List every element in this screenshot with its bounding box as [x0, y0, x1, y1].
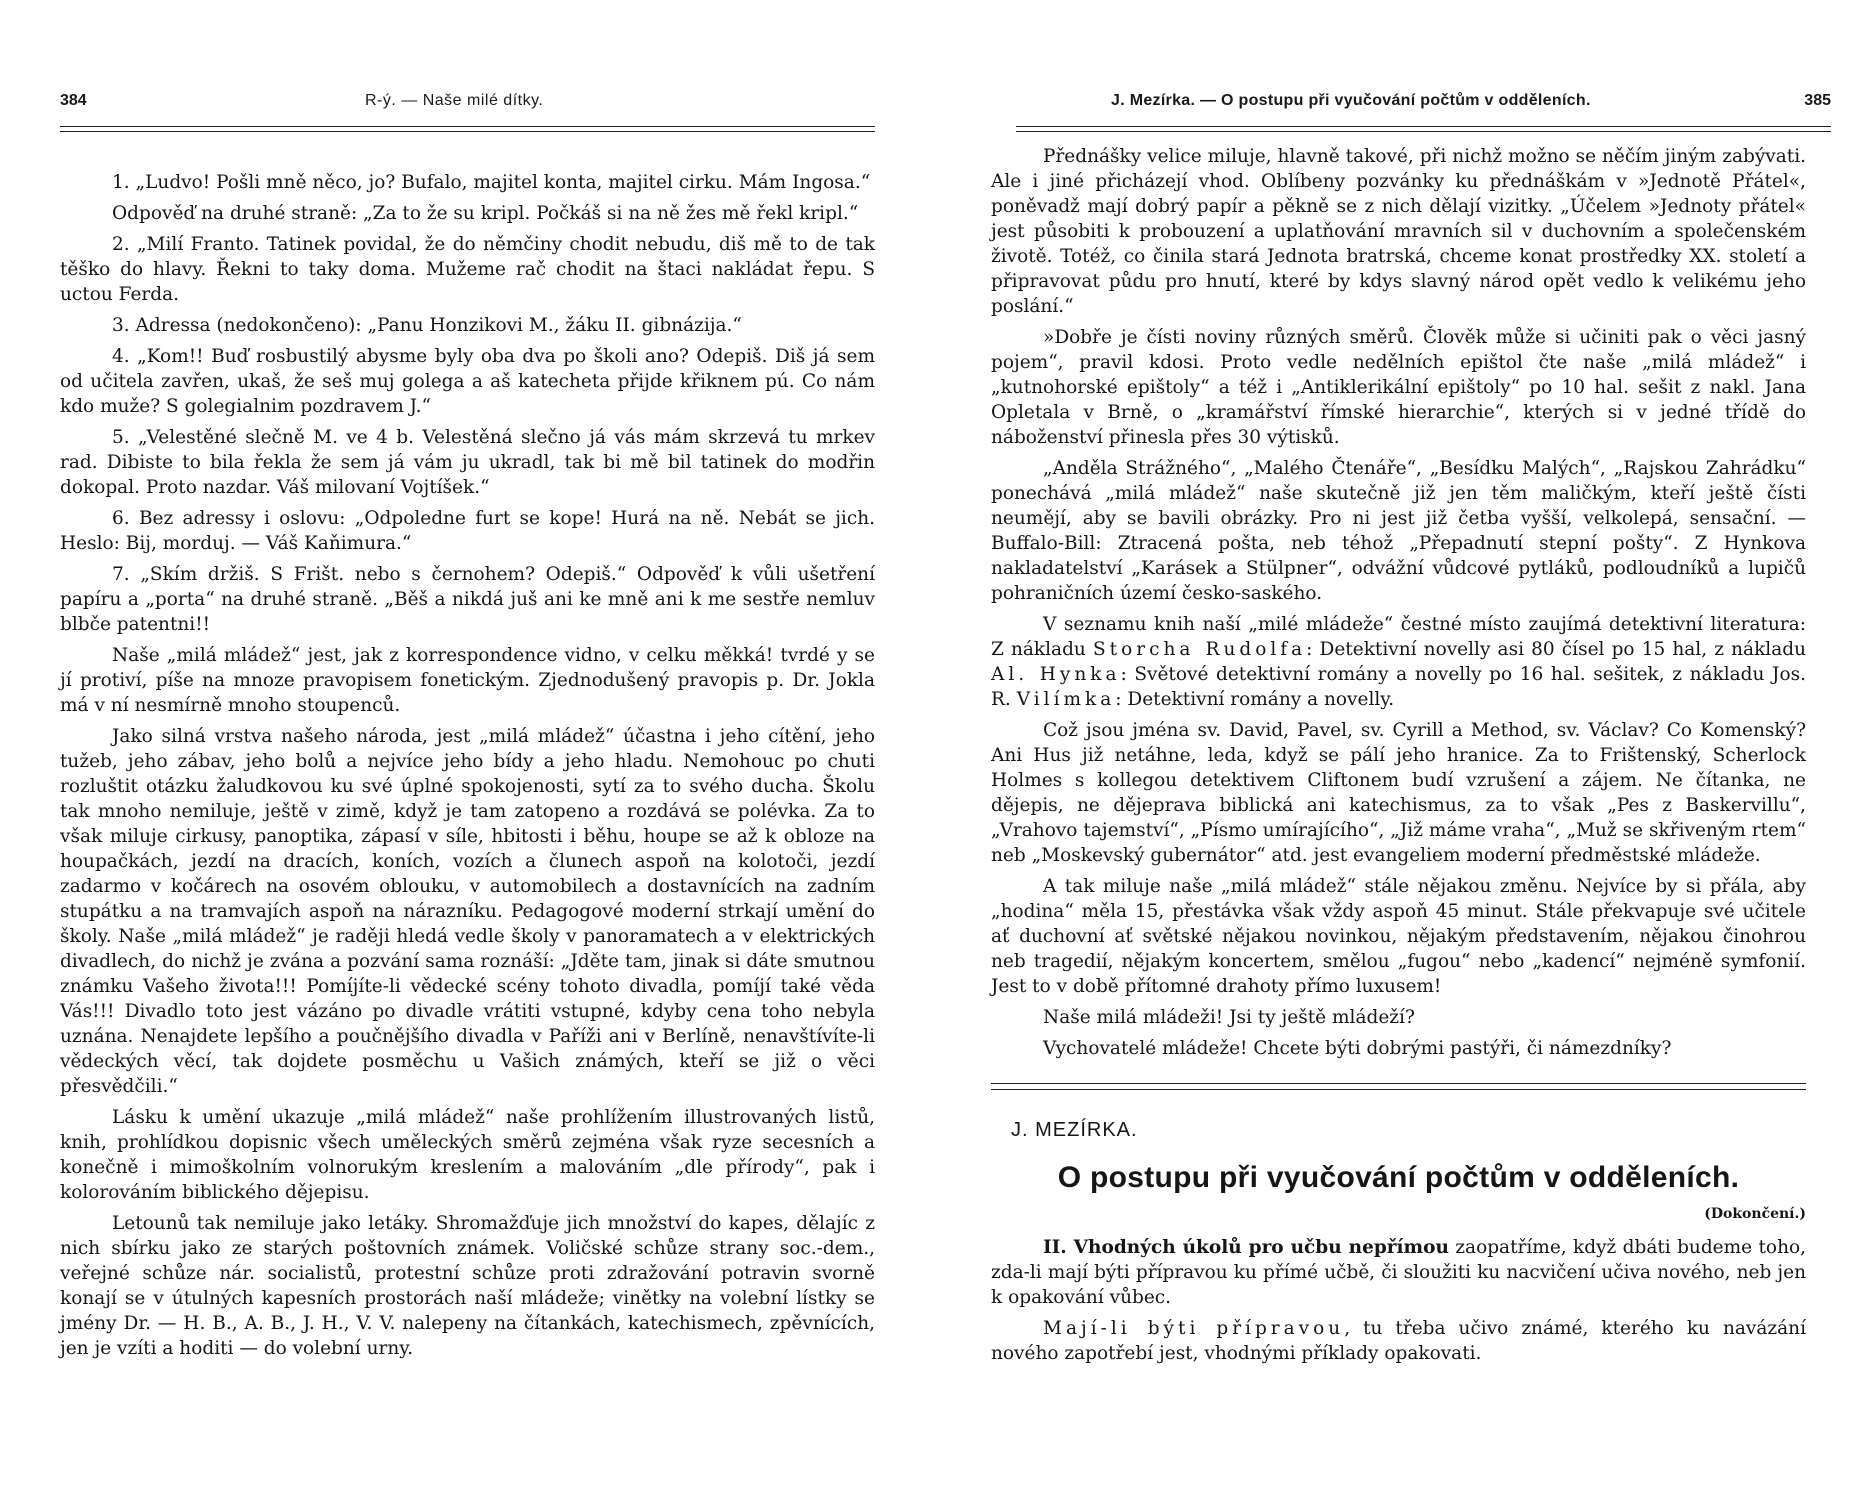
right-page-header: [1016, 92, 1831, 128]
paragraph: Lásku k umění ukazuje „milá mládež“ naše prohlížením illustrovaných listů, knih, prohlídkou dopisnic všech uměleckých směrů zejména však ryze secesních a konečně i mimoškolním volnorukým kreslením a malováním „dle přírody“, pak i kolorováním biblického dějepisu.: [60, 1107, 875, 1203]
article-paragraph: [991, 1316, 1806, 1366]
left-page-number: 384: [60, 92, 87, 109]
continuation-note: (Dokončení.): [1704, 1206, 1806, 1222]
right-page-number: 385: [1804, 92, 1831, 109]
paragraph: Naše milá mládeži! Jsi ty ještě mládeží?: [1043, 1007, 1415, 1028]
detective-literature-paragraph: [991, 612, 1806, 712]
paragraph: 7. „Skím držiš. S Frišt. nebo s černohem? Odepiš.“ Odpověď k vůli ušetření papíru a „porta“ na druhé straně. „Běš a nikdá juš ani ke mně ani k me sestře nemluv blbče patentni!!: [60, 564, 875, 635]
paragraph: Přednášky velice miluje, hlavně takové, při nichž možno se něčím jiným zabývati. Ale i jiné přicházejí vhod. Oblíbeny pozvánky ku přednáškám v »Jednotě Přátel«, poněvadž mají dobrý papír a pěkně se z nich dělají vizitky. „Účelem »Jednoty přátel« jest působiti k probouzení a uplatňování mravních sil v duchovním a společenském životě. Totéž, co činila stará Jednota bratrská, chceme konat prostředky XX. století a připravovat půdu pro hnutí, které by kdys slavný národ opět vedlo k velikému jeho poslání.“: [991, 146, 1806, 317]
text-run: : Světové detektivní romány a novelly po 16 hal. sešitek, z nákladu Jos. R.: [991, 664, 1806, 710]
paragraph: Jako silná vrstva našeho národa, jest „milá mládež“ účastna i jeho cítění, jeho tužeb, jeho zábav, jeho bolů a nejvíce jeho bídy a jeho hladu. Nemohouc po chuti rozluštit otázku žaludkovou ku své úplné spokojenosti, sytí za to svého ducha. Školu tak mnoho nemiluje, ještě v zimě, když je tam zatopeno a rozdává se polévka. Za to však miluje cirkusy, panoptika, zápasí v síle, hbitosti i běhu, houpe se až k obloze na houpačkách, jezdí na dracích, koních, vozích a člunech aspoň na kolotoči, jezdí zadarmo v kočárech na osovém oblouku, v automobilech a dostavnících na zadním stupátku a na tramvajích aspoň na nárazníku. Pedagogové moderní strkají umění do školy. Naše „milá mládež“ je raději hledá vedle školy v panoramatech a v elektrických divadlech, do nichž je zvána a pozvání sama roznáší: „Jděte tam, jinak si dáte smutnou známku Vašeho života!!! Pomíjíte-li vědecké scény tohoto divadla, pomíjí také věda Vás!!! Divadlo toto jest vázáno po divadle vrátiti vstupné, kdyby cena toho nebyla uznána. Nenajdete lepšího a poučnějšího divadla v Paříži ani v Berlíně, nenavštívíte-li vědeckých věcí, tak dojdete posměchu u Vašich známých, kteří se již o věci přesvědčili.“: [60, 726, 875, 1097]
publisher-name: Al. Hynka: [991, 664, 1121, 685]
publisher-name: Vilímka: [1016, 689, 1116, 710]
header-rule: [60, 126, 875, 132]
paragraph: »Dobře je čísti noviny různých směrů. Člověk může si učiniti pak o věci jasný pojem“, pravil kdosi. Proto vedle nedělních epištol čte naše „milá mládež“ i „kutnohorské epištoly“ a též i „Antiklerikální epištoly“ po 10 hal. sešit z nakl. Jana Opletala v Brně, o „kramářství římské hierarchie“, kterých si v jedné třídě do náboženství přinesla přes 30 výtisků.: [991, 327, 1806, 448]
paragraph: Vychovatelé mládeže! Chcete býti dobrými pastýři, či námezdníky?: [1043, 1038, 1672, 1059]
text-run: zaopatříme, když dbáti budeme toho, zda-li mají býti přípravou ku přímé učbě, či sloužiti ku nacvičení učiva nového, neb jen k opakování vůbec.: [991, 1237, 1806, 1308]
article-title: O postupu při vyučování počtům v odděleních.: [1057, 1161, 1740, 1194]
left-running-head: R-ý. — Naše milé dítky.: [365, 92, 544, 109]
paragraph: 6. Bez adressy i oslovu: „Odpoledne furt se kope! Hurá na ně. Nebát se jich. Heslo: Bij, morduj. — Váš Kaňimura.“: [60, 508, 875, 554]
text-run: , tu třeba učivo známé, kterého ku navázání nového zapotřebí jest, vhodnými příklady opakovati.: [991, 1318, 1806, 1364]
text-run: V seznamu knih naší „milé mládeže“ čestné místo zaujímá detektivní literatura: Z nákladu: [991, 614, 1806, 660]
right-running-head: J. Mezírka. — O postupu při vyučování počtům v odděleních.: [1111, 92, 1591, 109]
paragraph: Což jsou jména sv. David, Pavel, sv. Cyrill a Method, sv. Václav? Co Komenský? Ani Hus již netáhne, leda, když se pálí jeho hranice. Za to Frištenský, Scherlock Holmes s kollegou detektivem Cliftonem budí vzrušení a zájem. Ne čítanka, ne dějepis, ne dějeprava biblická ani katechismus, za to však „Pes z Baskervillu“, „Vrahovo tajemství“, „Písmo umírajícího“, „Již máme vraha“, „Muž se skřiveným rtem“ neb „Moskevský gubernátor“ atd. jest evangeliem moderní předměstské mládeže.: [991, 720, 1806, 866]
paragraph: A tak miluje naše „milá mládež“ stále nějakou změnu. Nejvíce by si přála, aby „hodina“ měla 15, přestávka však vždy aspoň 45 minut. Stále překvapuje své učitele ať duchovní ať světské nějakou novinkou, nějakým představením, nějakou činohrou neb tragedií, nějakým koncertem, smělou „fugou“ nebo „kadencí“ nejméně symfonií. Jest to v době přítomné drahoty přímo luxusem!: [991, 876, 1806, 997]
paragraph: 5. „Velestěné slečně M. ve 4 b. Velestěná slečno já vás mám skrzevá tu mrkev rad. Dibiste to bila řekla že sem já vám ju ukradl, tak bi mě bil tatinek do modřin dokopal. Proto nazdar. Váš milovaní Vojtíšek.“: [60, 427, 875, 498]
paragraph: Letounů tak nemiluje jako letáky. Shromažďuje jich množství do kapes, dělajíc z nich sbírku jako ze starých poštovních známek. Voličské schůze strany soc.-dem., veřejné schůze nár. socialistů, protestní schůze proti zdražování potravin svorně konají se v útulných kapesních prostorách naší mládeže; vinětky na volební lístky se jmény Dr. — H. B., A. B., J. H., V. V. nalepeny na čítankách, katechismech, zpěvnících, jen je vzíti a hoditi — do volební urny.: [60, 1213, 875, 1359]
spaced-emphasis: Mají-li býti přípravou: [1043, 1318, 1345, 1339]
paragraph: 2. „Milí Franto. Tatinek povidal, že do němčiny chodit nebudu, diš mě to de tak těško do hlavy. Řekni to taky doma. Mužeme rač chodit na štaci nakládat řepu. S uctou Ferda.: [60, 234, 875, 305]
paragraph: „Anděla Strážného“, „Malého Čtenáře“, „Besídku Malých“, „Rajskou Zahrádku“ ponechává „milá mládež“ naše skutečně již jen těm maličkým, kteří ještě čísti neumějí, aby se bavili obrázky. Pro ni jest již četba vyšší, velkolepá, sensační. — Buffalo-Bill: Ztracená pošta, neb téhož „Přepadnutí stepní pošty“. Z Hynkova nakladatelství „Karásek a Stülpner“, odvážní vůdcové pytláků, podloudníků a lupičů pohraničních území česko-saského.: [991, 458, 1806, 604]
right-page-body: [991, 144, 1806, 1372]
article-separator: [991, 1083, 1806, 1090]
left-page-body: [60, 170, 875, 1367]
paragraph: 4. „Kom!! Buď rosbustilý abysme byly oba dva po školi ano? Odepiš. Diš já sem od učitela zavřen, ukaš, že seš muj golega a aš katecheta přijde křiknem pú. Co nám kdo muže? S golegialnim pozdravem J.“: [60, 346, 875, 417]
text-run: : Detektivní romány a novelly.: [1115, 689, 1395, 710]
article-paragraph: [991, 1235, 1806, 1310]
section-heading: II. Vhodných úkolů pro učbu nepřímou: [1043, 1237, 1449, 1258]
header-rule: [1016, 126, 1831, 132]
left-page-header: [60, 92, 875, 128]
paragraph: 3. Adressa (nedokončeno): „Panu Honzikovi M., žáku II. gibnázija.“: [112, 315, 742, 336]
right-page: [931, 0, 1862, 1500]
paragraph: Odpověď na druhé straně: „Za to že su kripl. Počkáš si na ně žes mě řekl kripl.“: [112, 203, 859, 224]
paragraph: 1. „Ludvo! Pošli mně něco, jo? Bufalo, majitel konta, majitel cirku. Mám Ingosa.“: [112, 172, 871, 193]
paragraph: Naše „milá mládež“ jest, jak z korrespondence vidno, v celku měkká! tvrdé y se jí protiví, píše na mnoze pravopisem fonetickým. Zjednodušený pravopis p. Dr. Jokla má v ní nesmírně mnoho stoupenců.: [60, 645, 875, 716]
text-run: : Detektivní novelly asi 80 čísel po 15 hal, z nákladu: [1306, 639, 1806, 660]
article-author: J. MEZÍRKA.: [1011, 1119, 1138, 1141]
publisher-name: Storcha Rudolfa: [1093, 639, 1307, 660]
